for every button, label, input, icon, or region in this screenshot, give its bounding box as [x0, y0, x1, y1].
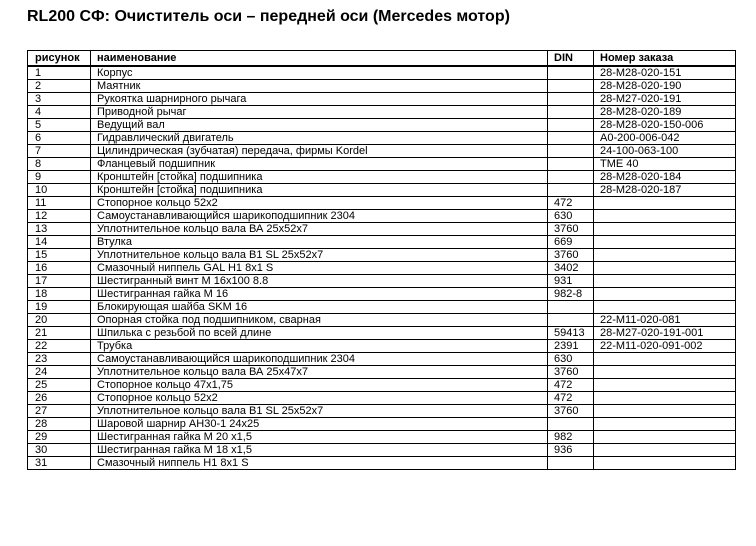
table-row	[28, 119, 736, 132]
cell-name: Уплотнительное кольцо вала ВА 25х47х7	[91, 366, 548, 379]
table-row	[28, 236, 736, 249]
cell-name: Трубка	[91, 340, 548, 353]
cell-num: 25	[28, 379, 91, 392]
table-row	[28, 106, 736, 119]
cell-num: 11	[28, 197, 91, 210]
cell-order	[594, 379, 736, 392]
cell-num: 15	[28, 249, 91, 262]
cell-num: 4	[28, 106, 91, 119]
cell-name: Смазочный ниппель Н1 8х1 S	[91, 457, 548, 470]
cell-din: 630	[548, 353, 594, 366]
cell-num: 20	[28, 314, 91, 327]
cell-num: 9	[28, 171, 91, 184]
table-row	[28, 288, 736, 301]
cell-name: Шестигранная гайка М 20 х1,5	[91, 431, 548, 444]
cell-name: Уплотнительное кольцо вала В1 SL 25х52х7	[91, 405, 548, 418]
cell-num: 23	[28, 353, 91, 366]
table-row	[28, 444, 736, 457]
table-row	[28, 353, 736, 366]
table-row	[28, 418, 736, 431]
table-row	[28, 405, 736, 418]
cell-num: 21	[28, 327, 91, 340]
cell-din: 3760	[548, 249, 594, 262]
cell-din	[548, 93, 594, 106]
cell-order: A0-200-006-042	[594, 132, 736, 145]
table-row	[28, 314, 736, 327]
cell-din: 931	[548, 275, 594, 288]
cell-num: 7	[28, 145, 91, 158]
cell-din	[548, 66, 594, 80]
cell-num: 16	[28, 262, 91, 275]
cell-order: 24-100-063-100	[594, 145, 736, 158]
cell-din	[548, 158, 594, 171]
table-header-row	[28, 51, 736, 67]
table-row	[28, 262, 736, 275]
cell-din	[548, 314, 594, 327]
cell-num: 24	[28, 366, 91, 379]
page-title: RL200 СФ: Очиститель оси – передней оси (Mercedes мотор)	[27, 8, 510, 25]
cell-order: 28-M28-020-190	[594, 80, 736, 93]
cell-num: 3	[28, 93, 91, 106]
table-row	[28, 392, 736, 405]
cell-order: 28-M28-020-187	[594, 184, 736, 197]
cell-name: Уплотнительное кольцо вала В1 SL 25х52х7	[91, 249, 548, 262]
cell-din: 472	[548, 392, 594, 405]
cell-din	[548, 80, 594, 93]
table-row	[28, 223, 736, 236]
table-row	[28, 66, 736, 80]
cell-din: 630	[548, 210, 594, 223]
cell-num: 28	[28, 418, 91, 431]
table-row	[28, 340, 736, 353]
table-row	[28, 366, 736, 379]
cell-order	[594, 197, 736, 210]
cell-num: 26	[28, 392, 91, 405]
cell-name: Кронштейн [стойка] подшипника	[91, 184, 548, 197]
cell-din	[548, 132, 594, 145]
cell-order: 28-M28-020-184	[594, 171, 736, 184]
cell-din: 3760	[548, 366, 594, 379]
cell-num: 31	[28, 457, 91, 470]
cell-name: Приводной рычаг	[91, 106, 548, 119]
cell-name: Ведущий вал	[91, 119, 548, 132]
cell-order	[594, 249, 736, 262]
column-header-name: наименование	[91, 51, 548, 67]
cell-din	[548, 184, 594, 197]
table-row	[28, 457, 736, 470]
cell-order: TME 40	[594, 158, 736, 171]
cell-num: 14	[28, 236, 91, 249]
cell-din	[548, 106, 594, 119]
table-row	[28, 158, 736, 171]
cell-din: 472	[548, 379, 594, 392]
cell-order	[594, 262, 736, 275]
cell-name: Смазочный ниппель GAL H1 8х1 S	[91, 262, 548, 275]
cell-order	[594, 366, 736, 379]
cell-name: Стопорное кольцо 52х2	[91, 197, 548, 210]
cell-din: 669	[548, 236, 594, 249]
cell-order	[594, 444, 736, 457]
cell-order	[594, 353, 736, 366]
table-row	[28, 171, 736, 184]
table-row	[28, 249, 736, 262]
cell-din	[548, 457, 594, 470]
cell-num: 1	[28, 66, 91, 80]
cell-name: Блокирующая шайба SKM 16	[91, 301, 548, 314]
cell-din: 472	[548, 197, 594, 210]
cell-name: Стопорное кольцо 47х1,75	[91, 379, 548, 392]
table-row	[28, 431, 736, 444]
table-row	[28, 379, 736, 392]
cell-name: Шпилька с резьбой по всей длине	[91, 327, 548, 340]
cell-num: 18	[28, 288, 91, 301]
table-row	[28, 184, 736, 197]
cell-order	[594, 275, 736, 288]
cell-name: Фланцевый подшипник	[91, 158, 548, 171]
cell-order	[594, 288, 736, 301]
table-row	[28, 275, 736, 288]
cell-order: 28-M28-020-150-006	[594, 119, 736, 132]
cell-din	[548, 171, 594, 184]
cell-din: 936	[548, 444, 594, 457]
cell-order	[594, 223, 736, 236]
cell-num: 6	[28, 132, 91, 145]
cell-name: Маятник	[91, 80, 548, 93]
cell-din: 3760	[548, 223, 594, 236]
cell-din: 982	[548, 431, 594, 444]
table-row	[28, 145, 736, 158]
cell-num: 17	[28, 275, 91, 288]
cell-order	[594, 301, 736, 314]
parts-table	[27, 50, 736, 470]
cell-name: Самоустанавливающийся шарикоподшипник 2304	[91, 210, 548, 223]
cell-name: Корпус	[91, 66, 548, 80]
cell-din: 3760	[548, 405, 594, 418]
cell-name: Шестигранная гайка М 16	[91, 288, 548, 301]
cell-order	[594, 236, 736, 249]
cell-din	[548, 119, 594, 132]
cell-num: 5	[28, 119, 91, 132]
column-header-order: Номер заказа	[594, 51, 736, 67]
table-row	[28, 93, 736, 106]
cell-order: 28-M27-020-191	[594, 93, 736, 106]
table-row	[28, 80, 736, 93]
cell-order: 28-M27-020-191-001	[594, 327, 736, 340]
cell-name: Рукоятка шарнирного рычага	[91, 93, 548, 106]
cell-name: Шестигранный винт М 16х100 8.8	[91, 275, 548, 288]
table-row	[28, 132, 736, 145]
cell-din	[548, 418, 594, 431]
table-row	[28, 197, 736, 210]
cell-num: 8	[28, 158, 91, 171]
cell-name: Опорная стойка под подшипником, сварная	[91, 314, 548, 327]
cell-order: 22-M11-020-081	[594, 314, 736, 327]
cell-num: 22	[28, 340, 91, 353]
cell-din: 2391	[548, 340, 594, 353]
cell-name: Шаровой шарнир АН30-1 24х25	[91, 418, 548, 431]
cell-name: Уплотнительное кольцо вала ВА 25х52х7	[91, 223, 548, 236]
table-row	[28, 327, 736, 340]
table-row	[28, 301, 736, 314]
cell-order	[594, 457, 736, 470]
cell-name: Шестигранная гайка М 18 х1,5	[91, 444, 548, 457]
cell-num: 13	[28, 223, 91, 236]
cell-order: 28-M28-020-189	[594, 106, 736, 119]
cell-din	[548, 145, 594, 158]
cell-order	[594, 431, 736, 444]
cell-order	[594, 392, 736, 405]
cell-name: Кронштейн [стойка] подшипника	[91, 171, 548, 184]
cell-order	[594, 210, 736, 223]
table-row	[28, 210, 736, 223]
cell-name: Втулка	[91, 236, 548, 249]
column-header-din: DIN	[548, 51, 594, 67]
cell-din: 982-8	[548, 288, 594, 301]
cell-name: Самоустанавливающийся шарикоподшипник 2304	[91, 353, 548, 366]
cell-order	[594, 405, 736, 418]
column-header-figure: рисунок	[28, 51, 91, 67]
cell-num: 30	[28, 444, 91, 457]
parts-table-body	[28, 66, 736, 470]
cell-din: 3402	[548, 262, 594, 275]
cell-order	[594, 418, 736, 431]
cell-num: 12	[28, 210, 91, 223]
cell-din	[548, 301, 594, 314]
cell-name: Гидравлический двигатель	[91, 132, 548, 145]
cell-num: 19	[28, 301, 91, 314]
cell-num: 10	[28, 184, 91, 197]
cell-num: 27	[28, 405, 91, 418]
cell-order: 28-M28-020-151	[594, 66, 736, 80]
cell-name: Цилиндрическая (зубчатая) передача, фирмы Kordel	[91, 145, 548, 158]
cell-din: 59413	[548, 327, 594, 340]
cell-num: 29	[28, 431, 91, 444]
cell-name: Стопорное кольцо 52х2	[91, 392, 548, 405]
cell-num: 2	[28, 80, 91, 93]
cell-order: 22-M11-020-091-002	[594, 340, 736, 353]
